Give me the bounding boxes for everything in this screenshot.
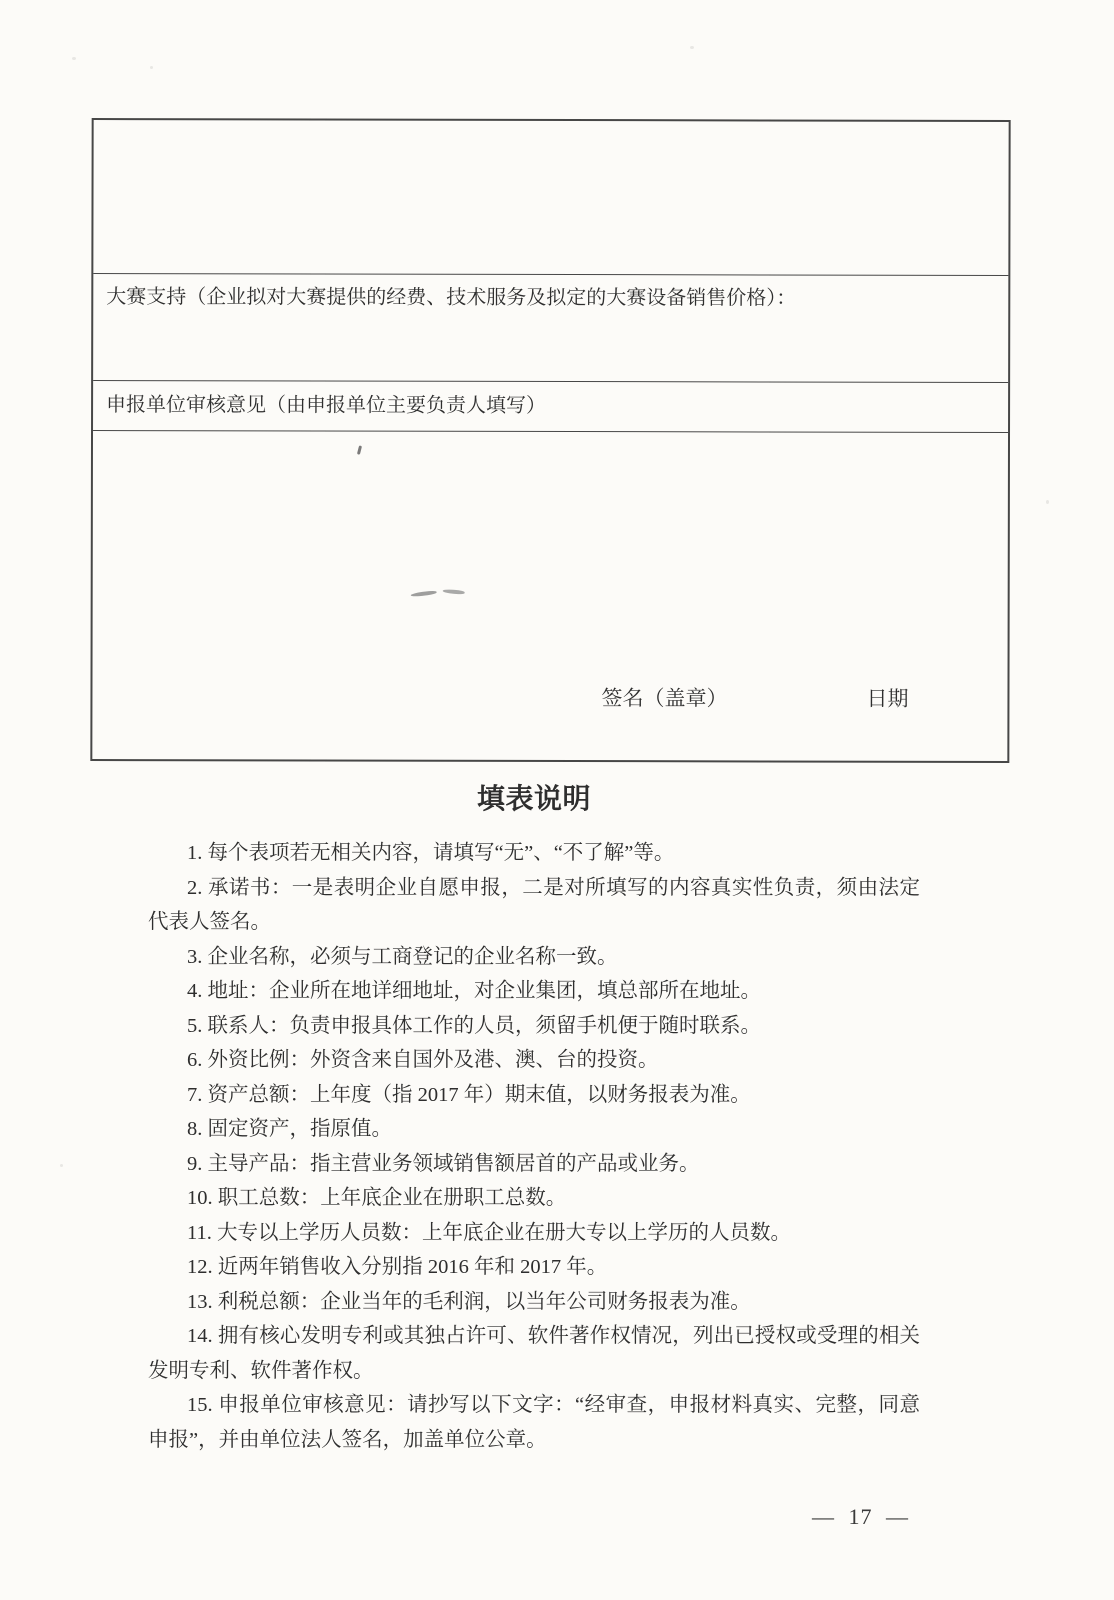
scan-speck (690, 46, 694, 49)
instruction-item-10: 10. 职工总数：上年底企业在册职工总数。 (187, 1187, 567, 1209)
instruction-item-5: 5. 联系人：负责申报具体工作的人员，须留手机便于随时联系。 (187, 1014, 761, 1037)
instruction-item-7: 7. 资产总额：上年度（指 2017 年）期末值，以财务报表为准。 (187, 1083, 751, 1106)
instruction-item-11: 11. 大专以上学历人员数：上年底企业在册大专以上学历的人员数。 (187, 1221, 791, 1244)
review-opinion-header-cell (93, 381, 1008, 433)
scan-smudge (411, 590, 437, 598)
review-opinion-signature-cell (92, 431, 1008, 761)
signature-seal-label: 签名（盖章） (601, 686, 728, 711)
instruction-item-12: 12. 近两年销售收入分别指 2016 年和 2017 年。 (187, 1256, 608, 1278)
review-opinion-label: 申报单位审核意见（由申报单位主要负责人填写） (106, 394, 547, 417)
scan-speck (150, 66, 153, 69)
instruction-item-3: 3. 企业名称，必须与工商登记的企业名称一致。 (187, 945, 618, 968)
instruction-item-9: 9. 主导产品：指主营业务领域销售额居首的产品或业务。 (187, 1152, 700, 1175)
page-number: — 17 — (812, 1504, 909, 1529)
scan-smudge (443, 589, 465, 595)
instruction-item-6: 6. 外资比例：外资含来自国外及港、澳、台的投资。 (187, 1049, 659, 1071)
scan-smudge (357, 445, 362, 454)
instruction-item-15: 15. 申报单位审核意见：请抄写以下文字：“经审查，申报材料真实、完整，同意申报”，并由单位法人签名，加盖单位公章。 (148, 1394, 920, 1451)
instruction-item-4: 4. 地址：企业所在地详细地址，对企业集团，填总部所在地址。 (187, 980, 761, 1002)
application-form-table (90, 118, 1010, 763)
instruction-item-13: 13. 利税总额：企业当年的毛利润，以当年公司财务报表为准。 (187, 1290, 751, 1313)
contest-support-label: 大赛支持（企业拟对大赛提供的经费、技术服务及拟定的大赛设备销售价格）： (106, 286, 797, 310)
scan-speck (72, 57, 76, 60)
scan-speck (60, 1164, 63, 1167)
contest-support-cell (93, 274, 1008, 383)
instructions-title: 填表说明 (477, 784, 592, 815)
instruction-item-14: 14. 拥有核心发明专利或其独占许可、软件著作权情况，列出已授权或受理的相关发明专利、软件著作权。 (148, 1325, 920, 1382)
empty-form-cell (93, 120, 1008, 276)
instruction-item-2: 2. 承诺书：一是表明企业自愿申报，二是对所填写的内容真实性负责，须由法定代表人签名。 (148, 876, 920, 933)
instruction-item-8: 8. 固定资产，指原值。 (187, 1118, 392, 1140)
instruction-item-1: 1. 每个表项若无相关内容，请填写“无”、“不了解”等。 (187, 842, 675, 864)
scan-speck (1046, 500, 1049, 504)
instructions-list (148, 836, 920, 1457)
date-label: 日期 (866, 686, 909, 711)
